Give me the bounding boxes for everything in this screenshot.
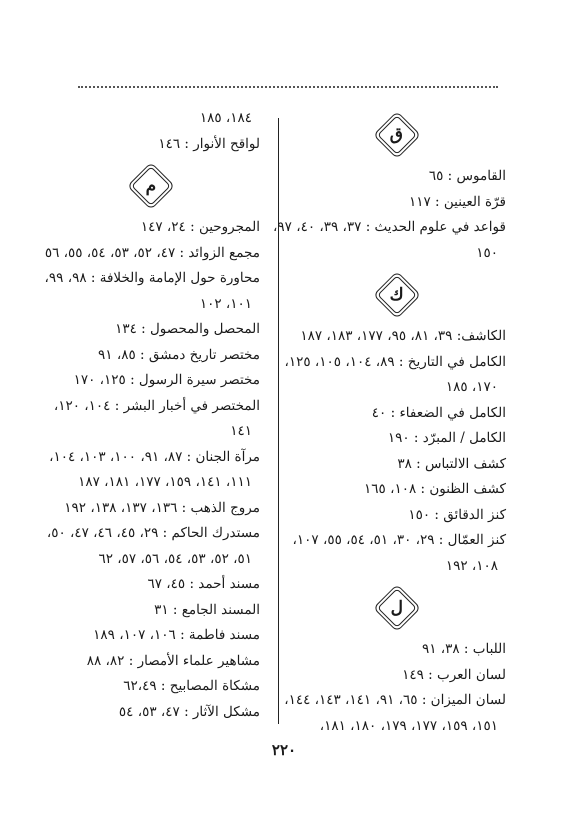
index-entry: القاموس : ٦٥: [428, 168, 506, 184]
index-entry-continuation: ١٧٠، ١٨٥: [445, 379, 498, 395]
letter-kaf: ك: [389, 284, 405, 305]
section-header-lam: [288, 579, 506, 637]
letter-badge: [373, 111, 421, 159]
letter-lam: ل: [390, 597, 404, 618]
index-entry: المسند الجامع : ٣١: [154, 601, 260, 618]
index-entry: المحصل والمحصول : ١٣٤: [115, 321, 260, 337]
index-entry: لسان العرب : ١٤٩: [402, 666, 506, 683]
index-entry: مسند أحمد : ٤٥، ٦٧: [147, 576, 260, 592]
index-entry: محاورة حول الإمامة والخلافة : ٩٨، ٩٩،: [44, 270, 260, 286]
index-entry: مشاهير علماء الأمصار : ٨٢، ٨٨: [86, 652, 260, 669]
letter-qaf: ق: [390, 124, 404, 145]
index-entry: الكاشف: ٣٩، ٨١، ٩٥، ١٧٧، ١٨٣، ١٨٧: [300, 328, 506, 344]
index-entry-continuation: ١١١، ١٤١، ١٥٩، ١٧٧، ١٨١، ١٨٧: [78, 474, 252, 490]
index-entry: الكامل في التاريخ : ٨٩، ١٠٤، ١٠٥، ١٢٥،: [284, 353, 506, 370]
index-entry: مشكاة المصابيح : ٦٢،٤٩: [123, 678, 260, 694]
index-entry: مختصر تاريخ دمشق : ٨٥، ٩١: [98, 346, 260, 363]
section-header-kaf: [288, 266, 506, 324]
index-entry: كنز العمّال : ٢٩، ٣٠، ٥١، ٥٤، ٥٥، ١٠٧،: [292, 532, 506, 548]
section-header-qaf: [288, 106, 506, 164]
index-column-left: [42, 106, 260, 725]
index-entry-continuation: ١٠١، ١٠٢: [199, 295, 252, 312]
letter-badge: [127, 162, 175, 210]
index-entry: مشكل الآثار : ٤٧، ٥٣، ٥٤: [118, 703, 260, 720]
index-entry: كشف الظنون : ١٠٨، ١٦٥: [364, 481, 506, 497]
index-entry: مستدرك الحاكم : ٢٩، ٤٥، ٤٦، ٤٧، ٥٠،: [46, 525, 260, 541]
index-entry-continuation: ١٤١: [230, 423, 252, 439]
index-entry-continuation: ١٠٨، ١٩٢: [445, 557, 498, 574]
index-entry-continuation: ١٥٠: [476, 244, 498, 261]
top-dotted-rule: [78, 86, 498, 88]
index-entry: كنز الدقائق : ١٥٠: [408, 506, 506, 523]
index-entry: مجمع الزوائد : ٤٧، ٥٢، ٥٣، ٥٤، ٥٥، ٥٦: [44, 244, 260, 261]
index-entry: مرآة الجنان : ٨٧، ٩١، ١٠٠، ١٠٣، ١٠٤،: [49, 448, 260, 465]
index-entry: الكامل في الضعفاء : ٤٠: [371, 404, 506, 421]
section-header-mim: [42, 157, 260, 215]
index-entry: لسان الميزان : ٦٥، ٩١، ١٤١، ١٤٣، ١٤٤،: [284, 692, 506, 708]
index-entry: الكامل / المبرّد : ١٩٠: [387, 430, 506, 446]
index-entry: المختصر في أخبار البشر : ١٠٤، ١٢٠،: [53, 397, 260, 414]
index-entry-continuation: ١٥١، ١٥٩، ١٧٧، ١٧٩، ١٨٠، ١٨١،: [319, 717, 498, 734]
index-entry-continuation: ١٨٤، ١٨٥: [199, 110, 252, 126]
index-entry: كشف الالتباس : ٣٨: [397, 455, 506, 472]
index-entry: اللباب : ٣٨، ٩١: [421, 641, 506, 657]
letter-badge: [373, 584, 421, 632]
page-number: ٢٢٠: [271, 741, 297, 759]
index-entry: مختصر سيرة الرسول : ١٢٥، ١٧٠: [73, 372, 260, 388]
column-divider: [278, 118, 279, 724]
index-column-right: [273, 106, 506, 739]
index-entry-continuation: ٥١، ٥٢، ٥٣، ٥٤، ٥٦، ٥٧، ٦٢: [98, 550, 252, 567]
letter-mim: م: [145, 175, 157, 196]
index-entry: قواعد في علوم الحديث : ٣٧، ٣٩، ٤٠، ٩٧،: [273, 219, 506, 235]
index-entry: مروج الذهب : ١٣٦، ١٣٧، ١٣٨، ١٩٢: [64, 499, 260, 516]
index-entry: المجروحين : ٢٤، ١٤٧: [140, 219, 260, 235]
index-entry: قرّة العينين : ١١٧: [408, 193, 506, 210]
index-entry: لواقح الأنوار : ١٤٦: [158, 135, 260, 152]
index-entry: مسند فاطمة : ١٠٦، ١٠٧، ١٨٩: [93, 627, 260, 643]
letter-badge: [373, 271, 421, 319]
